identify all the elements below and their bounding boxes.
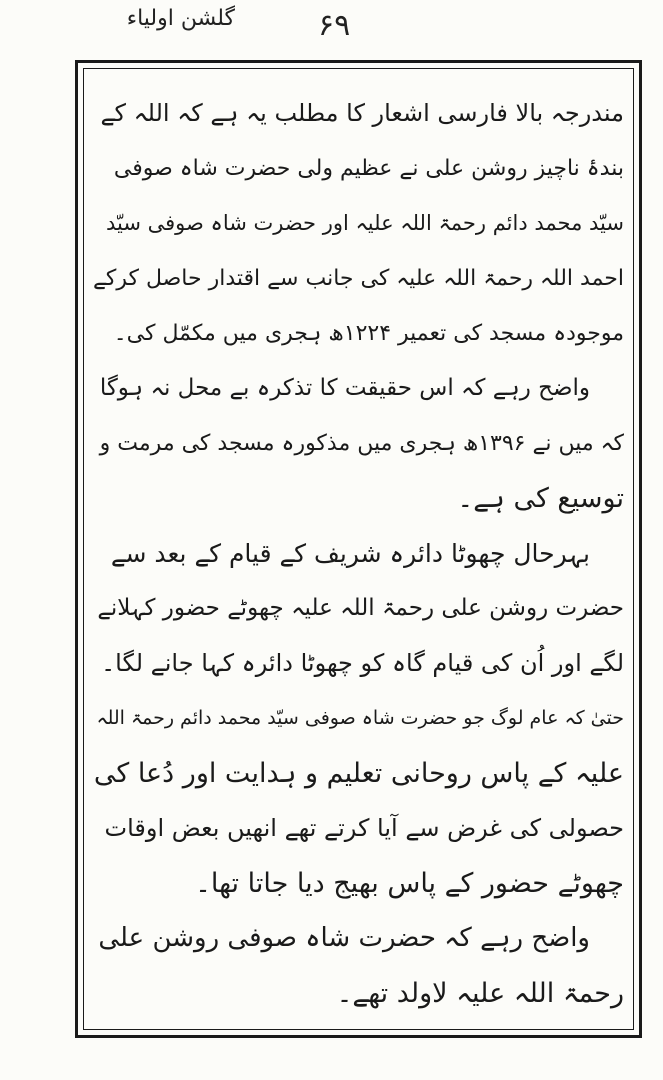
- text-line: بندۂ ناچیز روشن علی نے عظیم ولی حضرت شاہ صوفی: [113, 156, 624, 181]
- text-line: کہ میں نے ۱۳۹۶ھ ہجری میں مذکورہ مسجد کی مرمت و: [99, 431, 624, 456]
- text-line: توسیع کی ہے۔: [457, 483, 624, 514]
- text-line: واضح رہے کہ حضرت شاہ صوفی روشن علی: [98, 923, 590, 953]
- text-line: احمد اللہ رحمۃ اللہ علیہ کی جانب سے اقتدار حاصل کرکے: [93, 266, 624, 291]
- text-line: علیہ کے پاس روحانی تعلیم و ہدایت اور دُعا کی: [93, 758, 624, 789]
- text-line: مندرجہ بالا فارسی اشعار کا مطلب یہ ہے کہ اللہ کے: [100, 99, 624, 127]
- text-line: حصولی کی غرض سے آیا کرتے تھے انھیں بعض اوقات: [104, 814, 624, 842]
- text-line: لگے اور اُن کی قیام گاہ کو چھوٹا دائرہ کہا جانے لگا۔: [101, 649, 624, 677]
- body-text: [93, 86, 624, 1021]
- text-line: بہرحال چھوٹا دائرہ شریف کے قیام کے بعد سے: [110, 539, 590, 568]
- text-line: سیّد محمد دائم رحمۃ اللہ علیہ اور حضرت شاہ صوفی سیّد: [105, 211, 624, 235]
- text-line: حضرت روشن علی رحمۃ اللہ علیہ چھوٹے حضور کہلانے: [97, 595, 624, 621]
- running-title: گلشن اولیاء: [126, 6, 235, 31]
- page-number: ۶۹: [318, 8, 351, 43]
- text-line: رحمۃ اللہ علیہ لاولد تھے۔: [336, 978, 624, 1009]
- text-line: حتیٰ کہ عام لوگ جو حضرت شاہ صوفی سیّد محمد دائم رحمۃ اللہ: [96, 707, 624, 729]
- page-header: [0, 2, 663, 60]
- text-line: موجودہ مسجد کی تعمیر ۱۲۲۴ھ ہجری میں مکمّل کی۔: [113, 321, 624, 346]
- text-line: چھوٹے حضور کے پاس بھیج دیا جاتا تھا۔: [195, 868, 624, 899]
- text-line: واضح رہے کہ اس حقیقت کا تذکرہ بے محل نہ ہوگا: [99, 375, 590, 401]
